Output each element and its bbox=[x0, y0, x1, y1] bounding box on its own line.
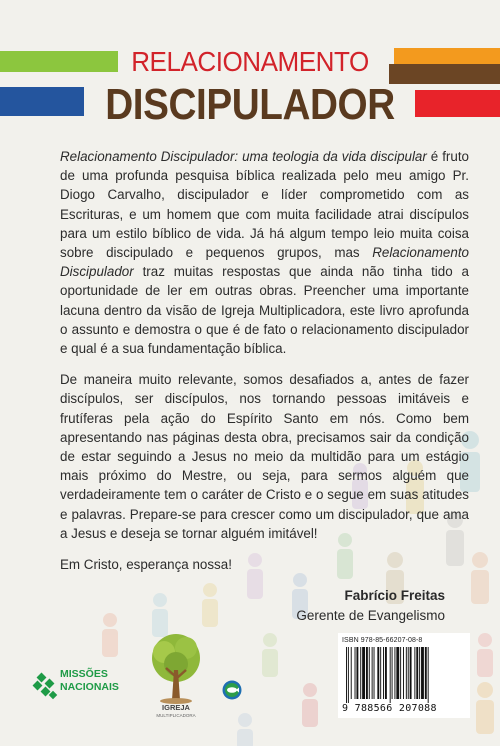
book-title-italic: Relacionamento Discipulador: uma teologia da vida discipular bbox=[60, 149, 427, 164]
signature-name: Fabrício Freitas bbox=[344, 588, 445, 603]
barcode-bars bbox=[346, 647, 462, 703]
title-line-2: DISCIPULADOR bbox=[105, 80, 395, 129]
igreja-logo-subtext: MULTIPLICADORA bbox=[156, 713, 196, 718]
paragraph-1 bbox=[60, 147, 469, 358]
signature-block bbox=[296, 586, 445, 626]
back-cover-text bbox=[60, 147, 469, 586]
paragraph-1-part-a: é fruto de uma profunda pesquisa bíblica realizada pelo meu amigo Pr. Diogo Carvalho, discipulador e líder comprometido com as Escrituras, e um homem que com muita facilidade atrai discípulos para um estilo bíblico de vida. Já há algum tempo leio muita coisa sobre discipulado e pequenos grupos, mas bbox=[60, 149, 469, 261]
igreja-logo-text: IGREJA bbox=[162, 703, 190, 712]
missoes-line-2: NACIONAIS bbox=[60, 681, 119, 693]
isbn-label: ISBN 978-85-66207-08-8 bbox=[342, 637, 423, 644]
isbn-barcode bbox=[338, 633, 470, 718]
title-line-1: RELACIONAMENTO bbox=[131, 46, 369, 77]
signature-role: Gerente de Evangelismo bbox=[296, 608, 445, 623]
missoes-nacionais-logo-text bbox=[60, 668, 119, 694]
isbn-digits: 9 788566 207088 bbox=[342, 703, 437, 714]
paragraph-1-part-b: traz muitas respostas que ainda não tinha tido a oportunidade de ler em outras obras. Preencher uma importante lacuna dentro da visão de Igreja Multiplicadora, este livro aprofunda o assunto e demostra o que é de fato o relacionamento discipulador e qual é a sua fundamentação bíblica. bbox=[60, 264, 469, 357]
book-title-italic-2: Relacionamento Discipulador bbox=[60, 245, 469, 280]
paragraph-3: Em Cristo, esperança nossa! bbox=[60, 557, 232, 573]
fish-circle-logo-icon bbox=[222, 680, 242, 700]
missoes-line-1: MISSÕES bbox=[60, 668, 108, 680]
paragraph-2: De maneira muito relevante, somos desafiados a, antes de fazer discípulos, ser discípulos, nos tornando pessoas imitáveis e frutíferas pela ação do Espírito Santo em nós. Como bem apresentando nas páginas desta obra, precisamos sair da condição de estar seguindo a Jesus no meio da multidão para um estágio mais próximo do Mestre, ou seja, para sermos alguém que verdadeiramente tem o caráter de Cristo e o segue em suas atitudes e palavras. Prepare-se para crescer como um discipulador, que ama a Jesus e deseja se tornar alguém imitável! bbox=[60, 372, 469, 541]
